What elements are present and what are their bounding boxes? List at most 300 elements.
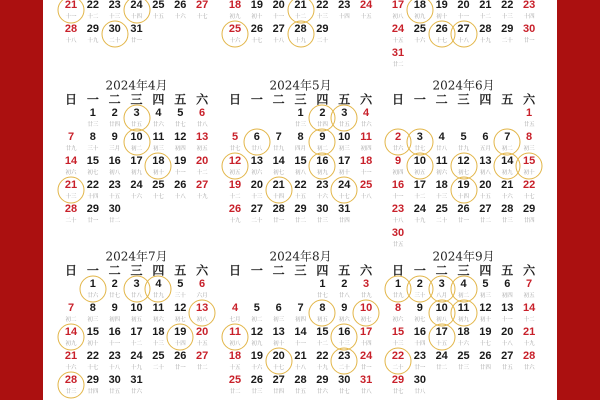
lunar-date: 廿五 [338, 122, 350, 128]
lunar-date: 十一 [295, 341, 307, 347]
day-number[interactable]: 5 [177, 278, 184, 290]
day-number[interactable]: 25 [435, 203, 448, 215]
lunar-date: 廿二 [109, 218, 121, 224]
day-number[interactable]: 30 [108, 23, 121, 35]
day-number[interactable]: 6 [199, 278, 206, 290]
lunar-date: 初八 [109, 170, 121, 176]
highlight-circle [428, 324, 455, 351]
day-number[interactable]: 9 [416, 302, 423, 314]
day-number[interactable]: 23 [108, 179, 121, 191]
day-number[interactable]: 26 [479, 350, 492, 362]
day-number[interactable]: 3 [133, 278, 140, 290]
day-number[interactable]: 7 [526, 278, 533, 290]
lunar-date: 十三 [152, 341, 164, 347]
day-number[interactable]: 26 [174, 0, 187, 11]
day-number[interactable]: 18 [152, 155, 165, 167]
day-number[interactable]: 26 [228, 203, 242, 215]
day-number[interactable]: 29 [86, 23, 99, 35]
day-number[interactable]: 31 [130, 374, 143, 386]
highlight-circle [101, 21, 128, 48]
lunar-date: 十七 [196, 14, 208, 20]
day-number[interactable]: 10 [338, 131, 351, 143]
day-number[interactable]: 10 [130, 302, 143, 314]
lunar-date: 十一 [65, 14, 77, 20]
day-number[interactable]: 27 [479, 203, 492, 215]
lunar-date: 廿八 [338, 293, 350, 299]
lunar-date: 初三 [523, 146, 535, 152]
day-number[interactable]: 24 [359, 350, 373, 362]
day-number[interactable]: 26 [174, 350, 187, 362]
day-number[interactable]: 23 [522, 0, 536, 11]
day-number[interactable]: 25 [152, 179, 165, 191]
day-number[interactable]: 11 [152, 302, 165, 314]
day-number[interactable]: 18 [413, 0, 426, 11]
day-number[interactable]: 28 [64, 374, 78, 386]
day-number[interactable]: 8 [394, 302, 402, 314]
day-number[interactable]: 17 [359, 326, 373, 338]
day-number[interactable]: 24 [435, 350, 448, 362]
day-number[interactable]: 8 [89, 131, 96, 143]
day-number[interactable]: 18 [435, 179, 448, 191]
day-number[interactable]: 29 [501, 23, 514, 35]
day-number[interactable]: 23 [391, 203, 405, 215]
day-number[interactable]: 15 [391, 326, 405, 338]
day-number[interactable]: 30 [338, 374, 351, 386]
day-number[interactable]: 4 [155, 107, 162, 119]
day-number[interactable]: 20 [195, 155, 209, 167]
day-number[interactable]: 21 [272, 179, 285, 191]
day-number[interactable]: 29 [294, 203, 307, 215]
day-number[interactable]: 13 [195, 302, 209, 314]
highlight-circle [331, 177, 358, 204]
day-number[interactable]: 3 [133, 107, 140, 119]
day-number[interactable]: 2 [319, 107, 326, 119]
day-number[interactable]: 5 [253, 302, 260, 314]
day-number[interactable]: 17 [435, 326, 448, 338]
day-number[interactable]: 19 [174, 326, 187, 338]
lunar-date: 十六 [229, 38, 241, 44]
day-number[interactable]: 5 [177, 107, 184, 119]
lunar-date: 初三 [338, 146, 350, 152]
day-number[interactable]: 20 [272, 350, 285, 362]
day-number[interactable]: 8 [526, 131, 533, 143]
day-number[interactable]: 16 [413, 326, 426, 338]
day-number[interactable]: 5 [482, 278, 489, 290]
day-number[interactable]: 31 [391, 47, 405, 59]
day-number[interactable]: 28 [501, 203, 514, 215]
day-number[interactable]: 14 [501, 155, 514, 167]
day-number[interactable]: 10 [435, 302, 448, 314]
lunar-date: 廿二 [295, 218, 307, 224]
month-title: 2024年5月 [269, 78, 332, 93]
day-number[interactable]: 19 [250, 0, 263, 11]
highlight-circle [58, 0, 85, 24]
lunar-date: 十六 [316, 194, 328, 200]
day-number[interactable]: 22 [86, 0, 99, 11]
lunar-date: 十三 [338, 341, 350, 347]
day-number[interactable]: 17 [413, 179, 426, 191]
weekday-header: 三 [130, 263, 143, 278]
day-number[interactable]: 29 [316, 374, 329, 386]
day-number[interactable]: 2 [111, 278, 118, 290]
day-number[interactable]: 19 [228, 179, 242, 191]
day-number[interactable]: 14 [64, 326, 78, 338]
lunar-date: 三十 [414, 293, 426, 299]
day-number[interactable]: 29 [316, 23, 329, 35]
day-number[interactable]: 12 [457, 155, 470, 167]
day-number[interactable]: 12 [250, 326, 263, 338]
day-number[interactable]: 25 [228, 23, 242, 35]
day-number[interactable]: 20 [501, 326, 514, 338]
lunar-date: 初十 [251, 14, 263, 20]
day-number[interactable]: 10 [413, 155, 426, 167]
day-number[interactable]: 14 [522, 302, 536, 314]
day-number[interactable]: 4 [363, 107, 370, 119]
day-number[interactable]: 25 [359, 179, 373, 191]
day-number[interactable]: 29 [86, 203, 99, 215]
day-number[interactable]: 2 [416, 278, 423, 290]
lunar-date: 初七 [414, 317, 426, 323]
lunar-date: 初四 [501, 293, 513, 299]
day-number[interactable]: 19 [457, 179, 470, 191]
day-number[interactable]: 8 [89, 302, 96, 314]
day-number[interactable]: 11 [152, 131, 165, 143]
day-number[interactable]: 3 [416, 131, 423, 143]
day-number[interactable]: 21 [294, 0, 307, 11]
day-number[interactable]: 30 [108, 374, 121, 386]
day-number[interactable]: 27 [501, 350, 514, 362]
day-number[interactable]: 10 [130, 131, 143, 143]
day-number[interactable]: 26 [435, 23, 448, 35]
lunar-date: 廿二 [229, 389, 241, 395]
day-number[interactable]: 26 [250, 374, 263, 386]
weekday-header: 三 [130, 92, 143, 107]
weekday-header: 四 [152, 92, 165, 107]
lunar-date: 廿六 [523, 365, 535, 371]
day-number[interactable]: 16 [338, 326, 351, 338]
day-number[interactable]: 9 [319, 131, 326, 143]
day-number[interactable]: 19 [174, 155, 187, 167]
day-number[interactable]: 16 [316, 155, 329, 167]
day-number[interactable]: 21 [522, 326, 536, 338]
day-number[interactable]: 3 [363, 278, 370, 290]
day-number[interactable]: 26 [457, 203, 470, 215]
day-number[interactable]: 30 [522, 23, 536, 35]
lunar-date: 初十 [338, 170, 350, 176]
day-number[interactable]: 27 [272, 374, 285, 386]
day-number[interactable]: 23 [413, 350, 426, 362]
lunar-date: 十二 [523, 317, 535, 323]
lunar-date: 初九 [131, 170, 143, 176]
day-number[interactable]: 13 [501, 302, 514, 314]
day-number[interactable]: 21 [64, 179, 78, 191]
day-number[interactable]: 18 [228, 0, 242, 11]
day-number[interactable]: 25 [228, 374, 242, 386]
day-number[interactable]: 9 [111, 302, 118, 314]
day-number[interactable]: 25 [152, 0, 165, 11]
day-number[interactable]: 2 [394, 131, 402, 143]
day-number[interactable]: 14 [272, 155, 285, 167]
day-number[interactable]: 24 [391, 23, 405, 35]
day-number[interactable]: 15 [522, 155, 536, 167]
day-number[interactable]: 15 [294, 155, 307, 167]
day-number[interactable]: 24 [130, 0, 143, 11]
day-number[interactable]: 22 [316, 0, 329, 11]
weekday-header: 二 [435, 92, 448, 107]
day-number[interactable]: 23 [316, 179, 329, 191]
day-number[interactable]: 25 [457, 350, 470, 362]
day-number[interactable]: 30 [391, 227, 405, 239]
weekday-header: 日 [64, 92, 78, 107]
lunar-date: 十四 [360, 341, 372, 347]
day-number[interactable]: 28 [64, 203, 78, 215]
lunar-date: 廿八 [131, 293, 143, 299]
day-number[interactable]: 20 [195, 326, 209, 338]
day-number[interactable]: 20 [272, 0, 285, 11]
day-number[interactable]: 3 [341, 107, 348, 119]
day-number[interactable]: 7 [504, 131, 511, 143]
day-number[interactable]: 29 [391, 374, 405, 386]
day-number[interactable]: 19 [435, 0, 448, 11]
day-number[interactable]: 22 [501, 0, 514, 11]
highlight-circle [189, 300, 216, 327]
day-number[interactable]: 26 [174, 179, 187, 191]
day-number[interactable]: 17 [338, 155, 351, 167]
day-number[interactable]: 6 [504, 278, 511, 290]
day-number[interactable]: 15 [316, 326, 329, 338]
day-number[interactable]: 5 [460, 131, 467, 143]
day-number[interactable]: 27 [195, 0, 209, 11]
lunar-date: 廿六 [392, 146, 404, 152]
day-number[interactable]: 16 [391, 179, 405, 191]
day-number[interactable]: 13 [250, 155, 263, 167]
day-number[interactable]: 20 [457, 0, 470, 11]
day-number[interactable]: 1 [319, 278, 326, 290]
highlight-circle [353, 300, 380, 327]
day-number[interactable]: 24 [338, 179, 351, 191]
day-number[interactable]: 9 [111, 131, 118, 143]
lunar-date: 十三 [501, 14, 513, 20]
day-number[interactable]: 14 [64, 155, 78, 167]
day-number[interactable]: 28 [522, 350, 536, 362]
day-number[interactable]: 1 [526, 107, 533, 119]
day-number[interactable]: 28 [272, 203, 285, 215]
day-number[interactable]: 30 [413, 374, 426, 386]
day-number[interactable]: 22 [294, 179, 307, 191]
day-number[interactable]: 18 [152, 326, 165, 338]
day-number[interactable]: 1 [297, 107, 304, 119]
lunar-date: 廿九 [273, 146, 285, 152]
day-number[interactable]: 30 [108, 203, 121, 215]
lunar-date: 十九 [523, 341, 535, 347]
day-number[interactable]: 11 [360, 131, 372, 143]
day-number[interactable]: 7 [275, 131, 282, 143]
day-number[interactable]: 23 [108, 350, 121, 362]
day-number[interactable]: 31 [359, 374, 373, 386]
day-number[interactable]: 7 [67, 131, 75, 143]
day-number[interactable]: 13 [479, 155, 492, 167]
day-number[interactable]: 15 [86, 155, 99, 167]
day-number[interactable]: 23 [338, 350, 351, 362]
day-number[interactable]: 13 [195, 131, 209, 143]
day-number[interactable]: 6 [482, 131, 489, 143]
day-number[interactable]: 12 [479, 302, 492, 314]
lunar-date: 廿八 [360, 389, 372, 395]
day-number[interactable]: 4 [438, 131, 445, 143]
day-number[interactable]: 27 [195, 350, 209, 362]
lunar-date: 廿三 [295, 122, 307, 128]
day-number[interactable]: 21 [64, 0, 78, 11]
lunar-date: 廿四 [523, 218, 535, 224]
highlight-circle [406, 129, 433, 156]
day-number[interactable]: 19 [479, 326, 492, 338]
day-number[interactable]: 21 [64, 350, 78, 362]
lunar-date: 廿七 [338, 389, 350, 395]
day-number[interactable]: 7 [67, 302, 75, 314]
day-number[interactable]: 20 [479, 179, 492, 191]
day-number[interactable]: 22 [391, 350, 405, 362]
lunar-date: 廿二 [479, 218, 491, 224]
day-number[interactable]: 26 [250, 23, 263, 35]
lunar-date: 初六 [152, 317, 164, 323]
day-number[interactable]: 31 [338, 203, 351, 215]
lunar-date: 二十 [501, 38, 513, 44]
lunar-date: 七月 [229, 317, 241, 323]
day-number[interactable]: 17 [391, 0, 405, 11]
lunar-date: 十二 [414, 194, 426, 200]
day-number[interactable]: 18 [457, 326, 470, 338]
day-number[interactable]: 25 [413, 23, 426, 35]
day-number[interactable]: 6 [199, 107, 206, 119]
day-number[interactable]: 14 [294, 326, 307, 338]
day-number[interactable]: 13 [272, 326, 285, 338]
weekday-header: 一 [86, 92, 99, 107]
day-number[interactable]: 22 [522, 179, 536, 191]
lunar-date: 廿五 [392, 242, 404, 248]
day-number[interactable]: 2 [111, 107, 118, 119]
day-number[interactable]: 11 [457, 302, 470, 314]
weekday-header: 六 [360, 92, 373, 107]
day-number[interactable]: 2 [341, 278, 348, 290]
highlight-circle [58, 324, 85, 351]
day-number[interactable]: 20 [250, 179, 263, 191]
day-number[interactable]: 5 [231, 131, 239, 143]
day-number[interactable]: 23 [108, 0, 121, 11]
lunar-date: 初五 [131, 317, 143, 323]
day-number[interactable]: 22 [86, 179, 99, 191]
day-number[interactable]: 28 [294, 374, 307, 386]
lunar-date: 廿三 [458, 365, 470, 371]
day-number[interactable]: 28 [64, 23, 78, 35]
lunar-date: 二十 [152, 365, 164, 371]
lunar-date: 十八 [295, 365, 307, 371]
day-number[interactable]: 12 [174, 302, 187, 314]
day-number[interactable]: 23 [338, 0, 351, 11]
day-number[interactable]: 17 [130, 326, 143, 338]
day-number[interactable]: 24 [130, 179, 143, 191]
lunar-date: 初九 [501, 170, 513, 176]
day-number[interactable]: 1 [89, 278, 96, 290]
weekday-header: 一 [86, 263, 99, 278]
day-number[interactable]: 9 [341, 302, 348, 314]
day-number[interactable]: 21 [294, 350, 307, 362]
day-number[interactable]: 31 [130, 23, 143, 35]
day-number[interactable]: 27 [272, 23, 285, 35]
day-number[interactable]: 17 [130, 155, 143, 167]
lunar-date: 十九 [87, 38, 99, 44]
day-number[interactable]: 12 [228, 155, 242, 167]
day-number[interactable]: 6 [253, 131, 260, 143]
day-number[interactable]: 29 [522, 203, 536, 215]
day-number[interactable]: 16 [108, 326, 121, 338]
day-number[interactable]: 24 [130, 350, 143, 362]
day-number[interactable]: 27 [195, 179, 209, 191]
day-number[interactable]: 27 [457, 23, 470, 35]
lunar-date: 二十 [109, 38, 121, 44]
day-number[interactable]: 4 [460, 278, 467, 290]
day-number[interactable]: 28 [479, 23, 492, 35]
day-number[interactable]: 11 [435, 155, 448, 167]
day-number[interactable]: 4 [155, 278, 162, 290]
highlight-circle [309, 129, 336, 156]
day-number[interactable]: 21 [501, 179, 514, 191]
day-number[interactable]: 8 [297, 131, 304, 143]
day-number[interactable]: 21 [479, 0, 492, 11]
day-number[interactable]: 29 [86, 374, 99, 386]
day-number[interactable]: 24 [359, 0, 373, 11]
highlight-circle [222, 324, 249, 351]
day-number[interactable]: 1 [89, 107, 96, 119]
day-number[interactable]: 18 [359, 155, 373, 167]
day-number[interactable]: 18 [228, 350, 242, 362]
highlight-circle [406, 0, 433, 24]
day-number[interactable]: 19 [250, 350, 263, 362]
weekday-header: 三 [294, 263, 307, 278]
lunar-date: 初四 [295, 317, 307, 323]
day-number[interactable]: 16 [108, 155, 121, 167]
day-number[interactable]: 10 [359, 302, 373, 314]
highlight-circle [450, 21, 477, 48]
lunar-date: 三十 [174, 293, 186, 299]
day-number[interactable]: 11 [229, 326, 241, 338]
day-number[interactable]: 3 [438, 278, 445, 290]
day-number[interactable]: 28 [294, 23, 307, 35]
weekday-header: 四 [316, 92, 329, 107]
lunar-date: 廿八 [414, 389, 426, 395]
day-number[interactable]: 22 [316, 350, 329, 362]
day-number[interactable]: 9 [394, 155, 402, 167]
lunar-date: 十三 [109, 14, 121, 20]
lunar-date: 初七 [458, 170, 470, 176]
day-number[interactable]: 22 [86, 350, 99, 362]
day-number[interactable]: 1 [394, 278, 402, 290]
day-number[interactable]: 30 [316, 203, 329, 215]
lunar-date: 初九 [251, 341, 263, 347]
day-number[interactable]: 8 [319, 302, 326, 314]
day-number[interactable]: 4 [231, 302, 239, 314]
day-number[interactable]: 25 [152, 350, 165, 362]
day-number[interactable]: 15 [86, 326, 99, 338]
lunar-date: 四月 [295, 146, 307, 152]
day-number[interactable]: 24 [413, 203, 426, 215]
lunar-date: 初十 [523, 170, 535, 176]
day-number[interactable]: 27 [250, 203, 263, 215]
day-number[interactable]: 12 [174, 131, 187, 143]
lunar-date: 十一 [360, 170, 372, 176]
lunar-date: 十九 [196, 194, 208, 200]
day-number[interactable]: 6 [275, 302, 282, 314]
day-number[interactable]: 7 [297, 302, 304, 314]
